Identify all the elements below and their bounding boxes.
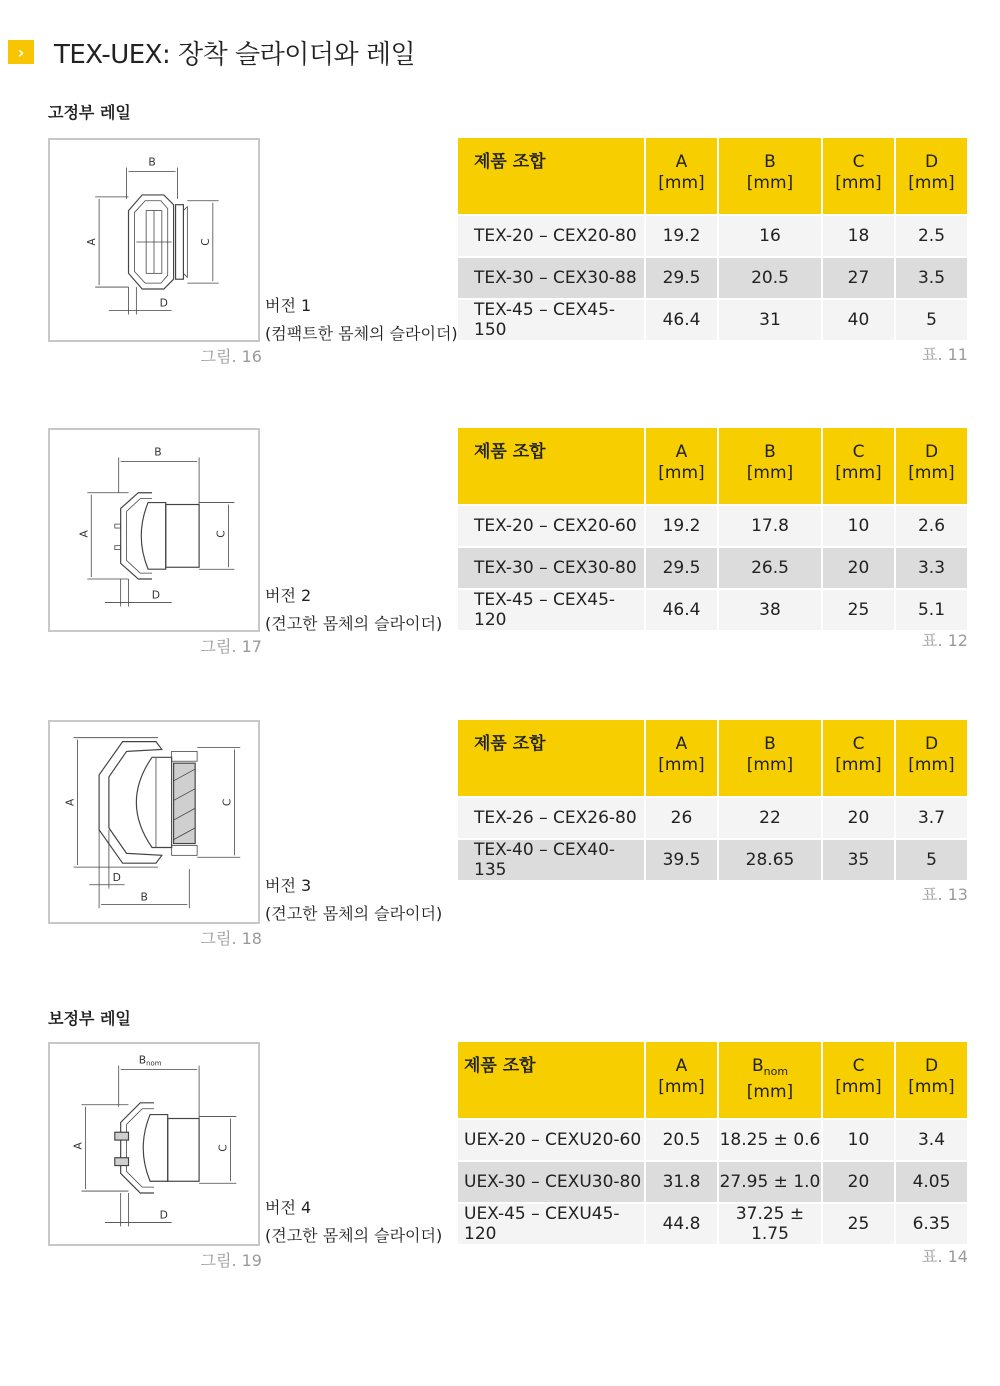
header-c-label: C [852, 734, 865, 754]
header-d-label: D [924, 152, 939, 172]
table-row [458, 1162, 967, 1202]
cell-d: 3.3 [896, 548, 967, 588]
header-b [719, 720, 821, 796]
header-d [896, 1042, 967, 1118]
cell-b: 18.25 ± 0.6 [719, 1120, 821, 1160]
page-header [8, 34, 415, 70]
header-b-label: B [764, 734, 776, 754]
header-c-label: C [852, 1056, 865, 1076]
cell-c: 20 [823, 798, 894, 838]
version-title: 버전 1 [265, 296, 312, 315]
dim-a-label: A [71, 1142, 85, 1150]
header-unit: [mm] [835, 755, 882, 775]
page-title: TEX-UEX: 장착 슬라이더와 레일 [54, 39, 416, 70]
cell-product: TEX-45 – CEX45-120 [458, 590, 644, 630]
spec-table-13 [456, 718, 969, 882]
cell-product: TEX-20 – CEX20-60 [458, 506, 644, 546]
cell-a: 31.8 [646, 1162, 717, 1202]
cell-a: 46.4 [646, 590, 717, 630]
version-title: 버전 3 [265, 876, 312, 895]
cell-d: 5 [896, 840, 967, 880]
cell-c: 10 [823, 1120, 894, 1160]
header-a [646, 138, 717, 214]
header-c [823, 428, 894, 504]
header-unit: [mm] [658, 755, 705, 775]
table-header-row [458, 720, 967, 796]
figure-17 [48, 428, 260, 632]
header-c [823, 138, 894, 214]
cell-c: 10 [823, 506, 894, 546]
header-unit: [mm] [746, 463, 794, 483]
cell-a: 46.4 [646, 300, 717, 340]
figure-caption: 그림. 18 [200, 929, 262, 948]
cell-a: 26 [646, 798, 717, 838]
cell-d: 3.7 [896, 798, 967, 838]
spec-table-11 [456, 136, 969, 342]
version-label [265, 872, 442, 928]
cell-d: 6.35 [896, 1204, 967, 1244]
dim-b-label: B [140, 890, 148, 904]
table-row [458, 840, 967, 880]
slider-drawing-v3 [50, 722, 258, 922]
cell-c: 25 [823, 590, 894, 630]
figure-18 [48, 720, 260, 924]
dim-bnom-label: Bnom [138, 1053, 162, 1068]
cell-d: 5 [896, 300, 967, 340]
cell-product: UEX-30 – CEXU30-80 [458, 1162, 644, 1202]
version-title: 버전 2 [265, 586, 312, 605]
cell-a: 29.5 [646, 258, 717, 298]
cell-a: 20.5 [646, 1120, 717, 1160]
table-caption: 표. 11 [922, 345, 968, 364]
version-label [265, 582, 442, 638]
dim-c-label: C [220, 798, 234, 807]
header-unit: [mm] [908, 463, 955, 483]
header-a-label: A [675, 1056, 688, 1076]
cell-c: 27 [823, 258, 894, 298]
figure-19 [48, 1042, 260, 1246]
section-heading-fixed: 고정부 레일 [48, 103, 131, 122]
cell-b: 38 [719, 590, 821, 630]
header-b [719, 138, 821, 214]
table-header-row [458, 1042, 967, 1118]
header-unit: [mm] [908, 755, 955, 775]
cell-product: TEX-26 – CEX26-80 [458, 798, 644, 838]
table-row [458, 798, 967, 838]
dim-a-label: A [85, 238, 99, 246]
figure-caption: 그림. 16 [200, 347, 262, 366]
table-row [458, 1120, 967, 1160]
header-c-label: C [852, 152, 865, 172]
cell-product: TEX-40 – CEX40-135 [458, 840, 644, 880]
cell-b: 27.95 ± 1.0 [719, 1162, 821, 1202]
cell-a: 39.5 [646, 840, 717, 880]
version-title: 버전 4 [265, 1198, 312, 1217]
dim-b-label: B [148, 155, 156, 169]
header-b-label: B [751, 1056, 764, 1076]
header-a-label: A [675, 442, 688, 462]
slider-drawing-v1 [50, 140, 258, 340]
cell-c: 35 [823, 840, 894, 880]
header-a [646, 428, 717, 504]
cell-product: UEX-45 – CEXU45-120 [458, 1204, 644, 1244]
cell-b: 17.8 [719, 506, 821, 546]
cell-d: 2.6 [896, 506, 967, 546]
figure-caption: 그림. 19 [200, 1251, 262, 1270]
cell-a: 44.8 [646, 1204, 717, 1244]
header-b-subscript: nom [763, 1065, 789, 1078]
header-b-label: B [764, 152, 776, 172]
header-b [719, 428, 821, 504]
cell-c: 20 [823, 548, 894, 588]
cell-c: 40 [823, 300, 894, 340]
version-description: (견고한 몸체의 슬라이더) [265, 614, 443, 633]
header-unit: [mm] [746, 173, 794, 193]
dim-d-label: D [112, 870, 121, 884]
chevron-right-icon: › [8, 40, 34, 64]
dim-b-label: B [154, 445, 162, 459]
header-unit: [mm] [835, 173, 882, 193]
cell-d: 3.5 [896, 258, 967, 298]
cell-product: TEX-30 – CEX30-88 [458, 258, 644, 298]
version-description: (견고한 몸체의 슬라이더) [265, 1226, 443, 1245]
header-product: 제품 조합 [458, 1042, 644, 1118]
header-d-label: D [924, 442, 939, 462]
header-product: 제품 조합 [458, 720, 644, 796]
dim-c-label: C [198, 238, 212, 246]
cell-a: 19.2 [646, 506, 717, 546]
table-row [458, 1204, 967, 1244]
header-unit: [mm] [746, 755, 794, 775]
header-unit: [mm] [658, 463, 705, 483]
table-caption: 표. 14 [922, 1247, 968, 1266]
table-row [458, 216, 967, 256]
table-row [458, 548, 967, 588]
cell-b: 28.65 [719, 840, 821, 880]
dim-c-label: C [214, 530, 228, 538]
header-unit: [mm] [908, 1077, 955, 1097]
dim-a-label: A [63, 798, 77, 807]
header-a-label: A [675, 152, 688, 172]
header-b [719, 1042, 821, 1118]
dim-d-label: D [159, 1208, 168, 1222]
table-row [458, 590, 967, 630]
spec-table-14 [456, 1040, 969, 1246]
dim-d-label: D [151, 588, 161, 602]
header-unit: [mm] [658, 1077, 705, 1097]
header-product: 제품 조합 [458, 138, 644, 214]
cell-b: 22 [719, 798, 821, 838]
header-unit: [mm] [746, 1082, 794, 1102]
header-unit: [mm] [908, 173, 955, 193]
version-description: (컴팩트한 몸체의 슬라이더) [265, 324, 458, 343]
cell-c: 20 [823, 1162, 894, 1202]
dim-a-label: A [77, 530, 91, 538]
cell-b: 26.5 [719, 548, 821, 588]
cell-product: UEX-20 – CEXU20-60 [458, 1120, 644, 1160]
section-heading-compensating: 보정부 레일 [48, 1009, 131, 1028]
table-header-row [458, 138, 967, 214]
figure-16 [48, 138, 260, 342]
cell-b: 31 [719, 300, 821, 340]
header-unit: [mm] [658, 173, 705, 193]
header-c [823, 720, 894, 796]
cell-a: 19.2 [646, 216, 717, 256]
dim-d-label: D [159, 296, 168, 310]
table-row [458, 258, 967, 298]
table-row [458, 300, 967, 340]
cell-a: 29.5 [646, 548, 717, 588]
cell-b: 20.5 [719, 258, 821, 298]
table-caption: 표. 13 [922, 885, 968, 904]
cell-b: 37.25 ± 1.75 [719, 1204, 821, 1244]
cell-d: 3.4 [896, 1120, 967, 1160]
cell-product: TEX-45 – CEX45-150 [458, 300, 644, 340]
header-c-label: C [852, 442, 865, 462]
header-unit: [mm] [835, 1077, 882, 1097]
header-b-label: B [764, 442, 776, 462]
slider-drawing-v2 [50, 430, 258, 630]
cell-c: 25 [823, 1204, 894, 1244]
cell-product: TEX-20 – CEX20-80 [458, 216, 644, 256]
header-a [646, 1042, 717, 1118]
cell-product: TEX-30 – CEX30-80 [458, 548, 644, 588]
cell-b: 16 [719, 216, 821, 256]
header-a-label: A [675, 734, 688, 754]
table-caption: 표. 12 [922, 631, 968, 650]
version-label [265, 292, 458, 348]
table-header-row [458, 428, 967, 504]
cell-c: 18 [823, 216, 894, 256]
figure-caption: 그림. 17 [200, 637, 262, 656]
version-description: (견고한 몸체의 슬라이더) [265, 904, 443, 923]
dim-c-label: C [216, 1144, 230, 1152]
cell-d: 4.05 [896, 1162, 967, 1202]
header-product: 제품 조합 [458, 428, 644, 504]
header-d [896, 138, 967, 214]
header-a [646, 720, 717, 796]
slider-drawing-v4 [50, 1044, 258, 1244]
version-label [265, 1194, 442, 1250]
cell-d: 5.1 [896, 590, 967, 630]
header-d-label: D [924, 1056, 939, 1076]
spec-table-12 [456, 426, 969, 632]
cell-d: 2.5 [896, 216, 967, 256]
table-row [458, 506, 967, 546]
header-unit: [mm] [835, 463, 882, 483]
header-d [896, 428, 967, 504]
header-d [896, 720, 967, 796]
header-d-label: D [924, 734, 939, 754]
header-c [823, 1042, 894, 1118]
